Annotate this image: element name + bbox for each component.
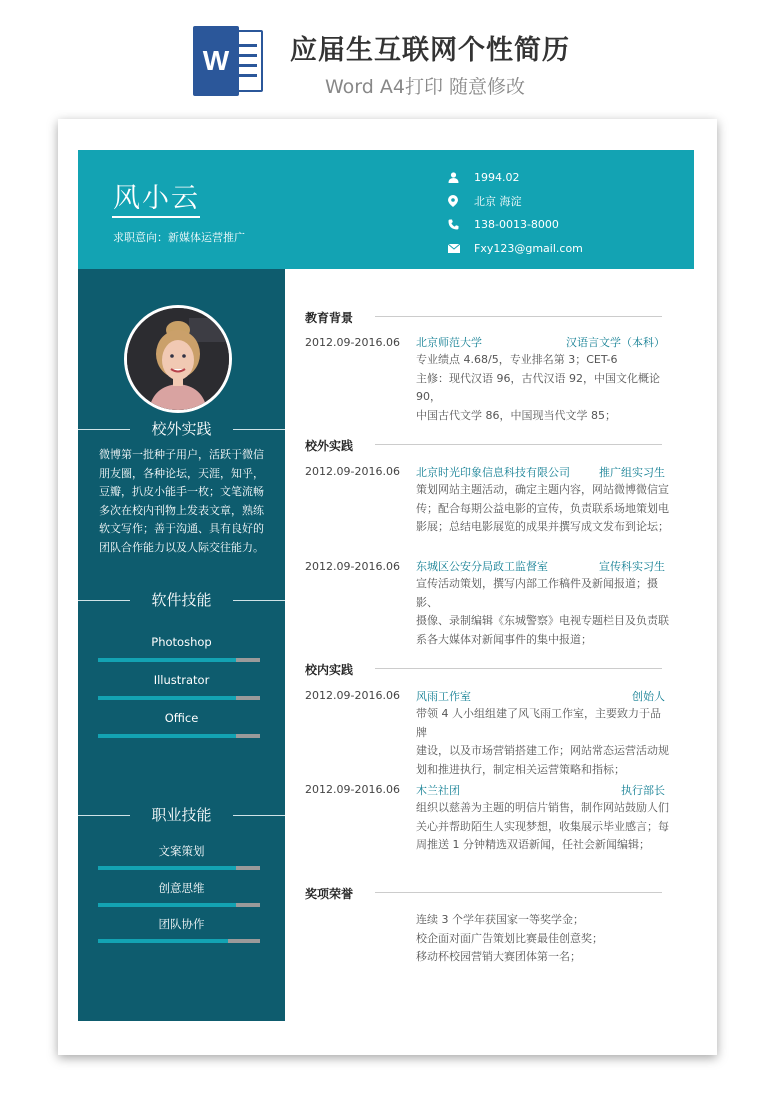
award-item: 连续 3 个学年获国家一等奖学金； [416, 913, 584, 926]
section-title-software: 软件技能 [78, 589, 285, 610]
outside-entry-1-body [416, 481, 669, 537]
inside-entry-2-body [416, 799, 669, 855]
skill-bar-fill [98, 734, 236, 738]
word-badge: W [193, 26, 239, 96]
contact-location-text: 北京 海淀 [474, 195, 522, 209]
inside-entry-1-date: 2012.09-2016.06 [305, 689, 400, 702]
candidate-name: 风小云 [113, 183, 200, 214]
outside-entry-2-body [416, 575, 669, 649]
contact-birth [448, 166, 583, 190]
entry-line: 组织以慈善为主题的明信片销售，制作网站鼓励人们 [416, 801, 669, 814]
education-line: 主修：现代汉语 96，古代汉语 92，中国文化概论 90， [416, 371, 660, 403]
contact-birth-text: 1994.02 [474, 171, 520, 185]
section-rule [375, 668, 662, 669]
outside-entry-1-role: 推广组实习生 [599, 466, 665, 479]
contact-list [448, 166, 583, 260]
mail-icon [448, 244, 474, 253]
section-rule [375, 444, 662, 445]
skill-name-teamwork: 团队协作 [158, 917, 205, 931]
contact-phone [448, 213, 583, 237]
entry-line: 关心并帮助陌生人实现梦想，收集展示毕业感言；每 [416, 819, 669, 833]
contact-mail-text: Fxy123@gmail.com [474, 241, 583, 255]
inside-entry-2-role: 执行部长 [621, 784, 665, 797]
skill-name-copywriting: 文案策划 [158, 844, 205, 858]
entry-line: 系各大媒体对新闻事件的集中报道； [416, 632, 592, 646]
education-school: 北京师范大学 [416, 336, 482, 349]
inside-entry-1-org: 风雨工作室 [416, 690, 471, 703]
contact-mail [448, 237, 583, 261]
outside-entry-2-date: 2012.09-2016.06 [305, 560, 400, 573]
education-major: 汉语言文学（本科） [566, 336, 665, 349]
skill-bar-office [98, 734, 260, 738]
skill-bar-fill [98, 866, 236, 870]
section-title-inside-practice: 校内实践 [305, 663, 354, 677]
education-line: 中国古代文学 86，中国现当代文学 85； [416, 408, 616, 422]
award-item: 移动杯校园营销大赛团体第一名； [416, 950, 581, 963]
section-title-outside-practice: 校外实践 [305, 439, 354, 453]
resume-sidebar [78, 269, 285, 1021]
entry-line: 宣传活动策划，撰写内部工作稿件及新闻报道；摄影、 [416, 577, 658, 609]
person-icon [448, 172, 474, 183]
section-title-awards: 奖项荣誉 [305, 887, 354, 901]
section-title-pro-skills: 职业技能 [78, 804, 285, 825]
word-document-icon [193, 26, 265, 96]
entry-line: 带领 4 人小组组建了风飞雨工作室，主要致力于品牌 [416, 707, 661, 739]
skill-name-photoshop: Photoshop [151, 635, 212, 649]
inside-entry-1-body [416, 705, 669, 779]
resume-header [78, 150, 694, 269]
contact-phone-text: 138-0013-8000 [474, 218, 559, 232]
skill-name-illustrator: Illustrator [153, 673, 210, 687]
awards-list [416, 911, 669, 967]
section-rule [375, 892, 662, 893]
skill-bar-illustrator [98, 696, 260, 700]
avatar [124, 305, 232, 413]
skill-bar-teamwork [98, 939, 260, 943]
name-underline [112, 216, 200, 218]
inside-entry-1-role: 创始人 [632, 690, 665, 703]
skill-bar-fill [98, 696, 236, 700]
award-item: 校企面对面广告策划比赛最佳创意奖； [416, 931, 603, 945]
entry-line: 建设，以及市场营销搭建工作；网站常态运营活动规 [416, 744, 669, 757]
education-details [416, 351, 669, 425]
outside-entry-1-org: 北京时光印象信息科技有限公司 [416, 466, 570, 479]
education-date: 2012.09-2016.06 [305, 336, 400, 349]
skill-bar-creativity [98, 903, 260, 907]
banner-subtitle: Word A4打印 随意修改 [325, 76, 526, 98]
practice-text: 微博第一批种子用户，活跃于微信朋友圈，各种论坛，天涯，知乎，豆瓣，扒皮小能手一枚；文笔流畅多次在校内刊物上发表文章，熟练软文写作；善于沟通、具有良好的团队合作能力以及人际交往能力。 [99, 448, 264, 554]
banner-title: 应届生互联网个性简历 [290, 35, 570, 66]
inside-entry-2-date: 2012.09-2016.06 [305, 783, 400, 796]
entry-line: 摄像、录制编辑《东城警察》电视专题栏目及负责联 [416, 614, 669, 627]
section-rule [375, 316, 662, 317]
skill-bar-photoshop [98, 658, 260, 662]
skill-bar-copywriting [98, 866, 260, 870]
entry-line: 周推送 1 分钟精选双语新闻，任社会新闻编辑； [416, 838, 650, 851]
section-title-education: 教育背景 [305, 311, 354, 325]
top-banner [0, 0, 774, 112]
skill-bar-fill [98, 903, 236, 907]
inside-entry-2-org: 木兰社团 [416, 784, 460, 797]
resume-page [58, 119, 717, 1055]
contact-location [448, 190, 583, 214]
skill-name-office: Office [164, 711, 199, 725]
section-title-practice: 校外实践 [78, 418, 285, 439]
entry-line: 划和推进执行，制定相关运营策略和指标； [416, 762, 625, 776]
outside-entry-1-date: 2012.09-2016.06 [305, 465, 400, 478]
outside-entry-2-role: 宣传科实习生 [599, 560, 665, 573]
education-line: 专业绩点 4.68/5，专业排名第 3；CET-6 [416, 353, 618, 366]
location-icon [448, 195, 474, 207]
entry-line: 传；配合每期公益电影的宣传，负责联系场地策划电 [416, 501, 669, 515]
outside-entry-2-org: 东城区公安分局政工监督室 [416, 560, 548, 573]
entry-line: 影展；总结电影展览的成果并撰写成文发布到论坛； [416, 520, 669, 533]
phone-icon [448, 219, 474, 230]
job-intent: 求职意向：新媒体运营推广 [113, 231, 245, 244]
entry-line: 策划网站主题活动，确定主题内容，网站微博微信宣 [416, 483, 669, 496]
skill-name-creativity: 创意思维 [158, 881, 205, 895]
skill-bar-fill [98, 658, 236, 662]
skill-bar-fill [98, 939, 228, 943]
